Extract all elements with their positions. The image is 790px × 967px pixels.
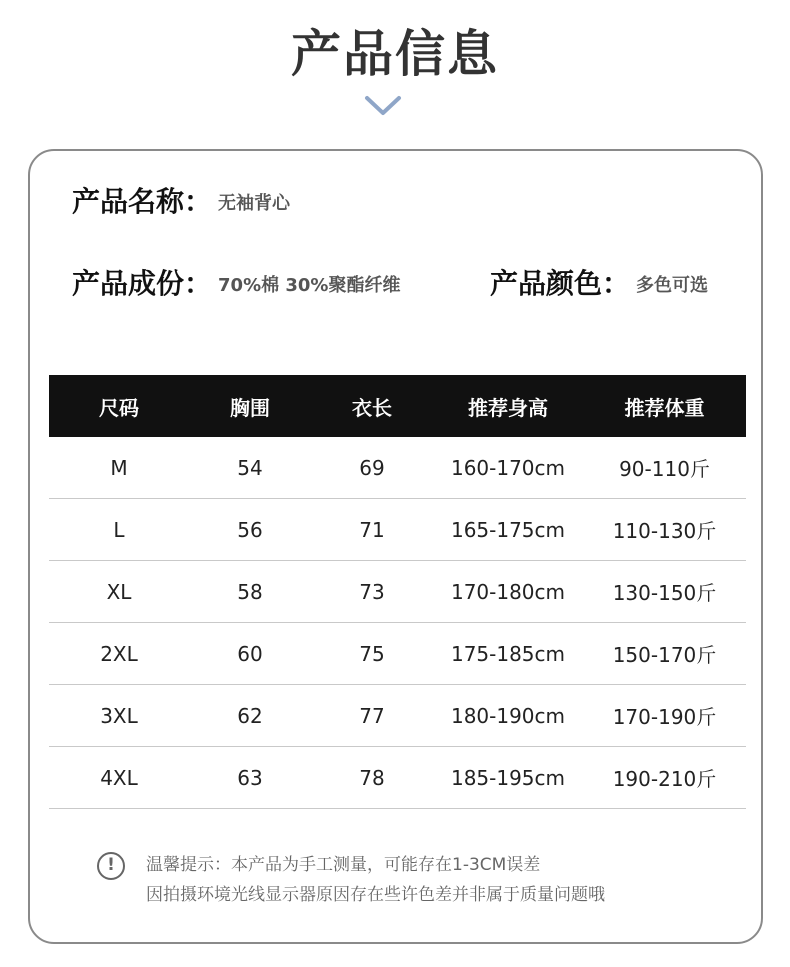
- note-line-2: 因拍摄环境光线显示器原因存在些许色差并非属于质量问题哦: [146, 885, 605, 905]
- cell-chest: 62: [237, 703, 263, 728]
- cell-size: L: [113, 517, 125, 542]
- cell-weight: 170-190斤: [612, 705, 717, 729]
- cell-chest: 56: [237, 517, 263, 542]
- cell-length: 73: [359, 579, 385, 604]
- size-table-header: [49, 375, 746, 437]
- exclamation-circle-icon: !: [97, 852, 125, 880]
- cell-height: 165-175cm: [450, 517, 566, 542]
- header-weight: 推荐体重: [624, 395, 705, 420]
- cell-size: 4XL: [100, 765, 138, 790]
- table-row: [49, 437, 746, 499]
- cell-height: 175-185cm: [450, 641, 566, 666]
- product-material-value: 70%棉 30%聚酯纤维: [218, 275, 401, 296]
- header-size: 尺码: [99, 395, 139, 420]
- cell-length: 71: [359, 517, 385, 542]
- table-row: [49, 685, 746, 747]
- cell-size: XL: [106, 579, 132, 604]
- cell-weight: 190-210斤: [612, 767, 717, 791]
- cell-height: 170-180cm: [450, 579, 566, 604]
- cell-weight: 90-110斤: [619, 457, 710, 481]
- product-material-row: [72, 266, 400, 304]
- cell-chest: 54: [237, 455, 263, 480]
- cell-size: 2XL: [100, 641, 138, 666]
- cell-chest: 63: [237, 765, 263, 790]
- page-title: 产品信息: [291, 25, 499, 83]
- table-row: [49, 561, 746, 623]
- measurement-note: [146, 850, 605, 910]
- product-color-value: 多色可选: [636, 275, 709, 296]
- product-color-label: 产品颜色：: [490, 267, 631, 300]
- product-name-value: 无袖背心: [218, 193, 291, 214]
- cell-size: 3XL: [100, 703, 138, 728]
- product-material-label: 产品成份：: [72, 267, 213, 300]
- cell-size: M: [110, 455, 128, 480]
- header-chest: 胸围: [230, 395, 270, 420]
- cell-height: 180-190cm: [450, 703, 566, 728]
- product-name-label: 产品名称：: [72, 185, 213, 218]
- table-row: [49, 623, 746, 685]
- cell-chest: 58: [237, 579, 263, 604]
- cell-height: 160-170cm: [450, 455, 566, 480]
- cell-length: 78: [359, 765, 385, 790]
- chevron-down-icon: [364, 94, 402, 118]
- cell-weight: 110-130斤: [612, 519, 717, 543]
- cell-chest: 60: [237, 641, 263, 666]
- cell-length: 77: [359, 703, 385, 728]
- cell-weight: 150-170斤: [612, 643, 717, 667]
- table-row: [49, 499, 746, 561]
- header-height: 推荐身高: [468, 395, 548, 420]
- cell-weight: 130-150斤: [612, 581, 717, 605]
- size-table: [49, 375, 746, 809]
- table-row: [49, 747, 746, 809]
- cell-height: 185-195cm: [450, 765, 566, 790]
- cell-length: 75: [359, 641, 385, 666]
- header-length: 衣长: [352, 395, 392, 420]
- note-line-1: 温馨提示：本产品为手工测量，可能存在1-3CM误差: [146, 855, 541, 875]
- product-name-row: [72, 184, 290, 222]
- product-color-row: [490, 266, 708, 304]
- cell-length: 69: [359, 455, 385, 480]
